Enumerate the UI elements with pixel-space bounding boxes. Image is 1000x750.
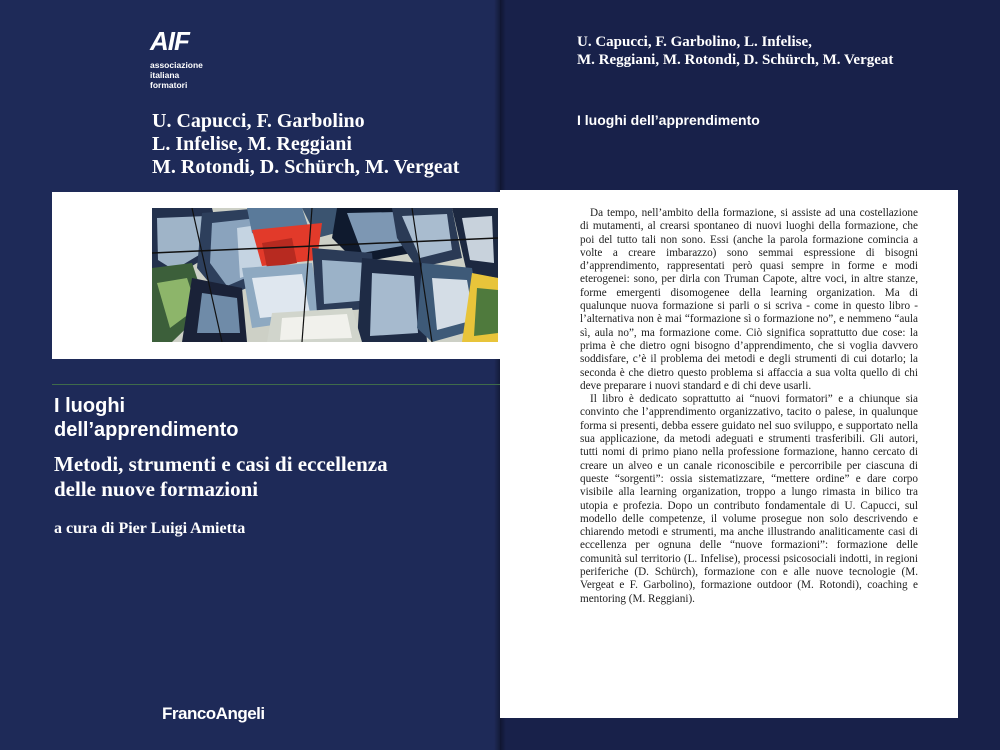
logo-line: associazione xyxy=(150,60,203,70)
author-line: U. Capucci, F. Garbolino xyxy=(152,110,365,132)
divider-line xyxy=(52,384,500,385)
author-line: L. Infelise, M. Reggiani xyxy=(152,133,352,155)
subtitle-line: Metodi, strumenti e casi di eccellenza xyxy=(54,452,388,476)
author-line: M. Rotondi, D. Schürch, M. Vergeat xyxy=(152,156,460,178)
subtitle-line: delle nuove formazioni xyxy=(54,477,259,501)
back-authors xyxy=(577,33,893,69)
book-subtitle xyxy=(54,452,388,502)
front-authors xyxy=(152,110,459,179)
back-blurb xyxy=(580,207,918,606)
logo-line: italiana xyxy=(150,70,180,80)
title-line: dell’apprendimento xyxy=(54,419,239,441)
publisher-logo: FrancoAngeli xyxy=(162,704,265,723)
blurb-paragraph: Il libro è dedicato soprattutto ai “nuovi formatori” e a chiunque sia convinto che l’apprendimento organizzativo, tacito o palese, in qualunque forma si presenti, debba essere guidato nel suo sviluppo, e supportato nella sua applicazione, da metodi adeguati e strumenti trasferibili. Gli autori, tutti nomi di primo piano nella professione formazione, hanno cercato di creare un alveo e un canale riconoscibile e percorribile per ciascuna di queste “sorgenti”: ossia sistematizzare, “mettere ordine” e dare corpo visibile alla learning organization, troppo a lungo rimasta in bilico tra utopia e profezia. Dopo un contributo fondamentale di U. Capucci, sul modello delle competenze, il volume prosegue non solo descrivendo e chiarendo metodi e strumenti, ma anche illustrando analiticamente casi di eccellenza per ognuna delle “nuove formazioni”: formazione delle comunità sul territorio (L. Infelise), processi psicosociali indotti, in regioni periferiche (D. Schürch), formazione con e alle nuove tecnologie (M. Vergeat e F. Garbolino), formazione outdoor (M. Rotondi), coaching e mentoring (M. Reggiani). xyxy=(580,393,918,605)
logo-mark: AIF xyxy=(150,26,189,56)
author-line: U. Capucci, F. Garbolino, L. Infelise, xyxy=(577,34,812,50)
abstract-painting-image xyxy=(152,208,498,342)
author-line: M. Reggiani, M. Rotondi, D. Schürch, M. Vergeat xyxy=(577,52,894,68)
logo-line: formatori xyxy=(150,80,188,90)
editor-credit: a cura di Pier Luigi Amietta xyxy=(54,520,246,537)
title-line: I luoghi xyxy=(54,395,126,417)
blurb-paragraph: Da tempo, nell’ambito della formazione, si assiste ad una costellazione di mutamenti, al crearsi spontaneo di nuovi luoghi della formazione, che poi del tutto tali non sono. Essi (anche la parola formazione comincia a volte a creare imbarazzo) sono semmai espressione di bisogni d’apprendimento, rappresentati però quasi sempre in forme e modi eterogenei: sono, per dirla con Truman Capote, altre voci, in altre stanze, forme emergenti disomogenee della learning organization. Ma di qualunque nuova formazione si parli o si scriva - come in questo libro - l’alternativa non è mai “formazione sì o formazione no”, e nemmeno “aula sì, aula no”, ma formazione come. Ciò significa soprattutto due cose: la prima è che dietro ogni bisogno d’apprendimento, che si voglia davvero soddisfare, c’è il problema dei metodi e degli strumenti di cui dotarlo; la seconda è che dietro questo problema si affaccia a sua volta quello di chi deve preparare i nuovi standard e di chi deve usarli. xyxy=(580,207,918,392)
cover-artwork xyxy=(152,208,498,342)
aif-logo xyxy=(150,28,203,90)
book-title xyxy=(54,394,238,442)
logo-subtitle xyxy=(150,60,203,90)
back-title: I luoghi dell’apprendimento xyxy=(577,112,760,128)
